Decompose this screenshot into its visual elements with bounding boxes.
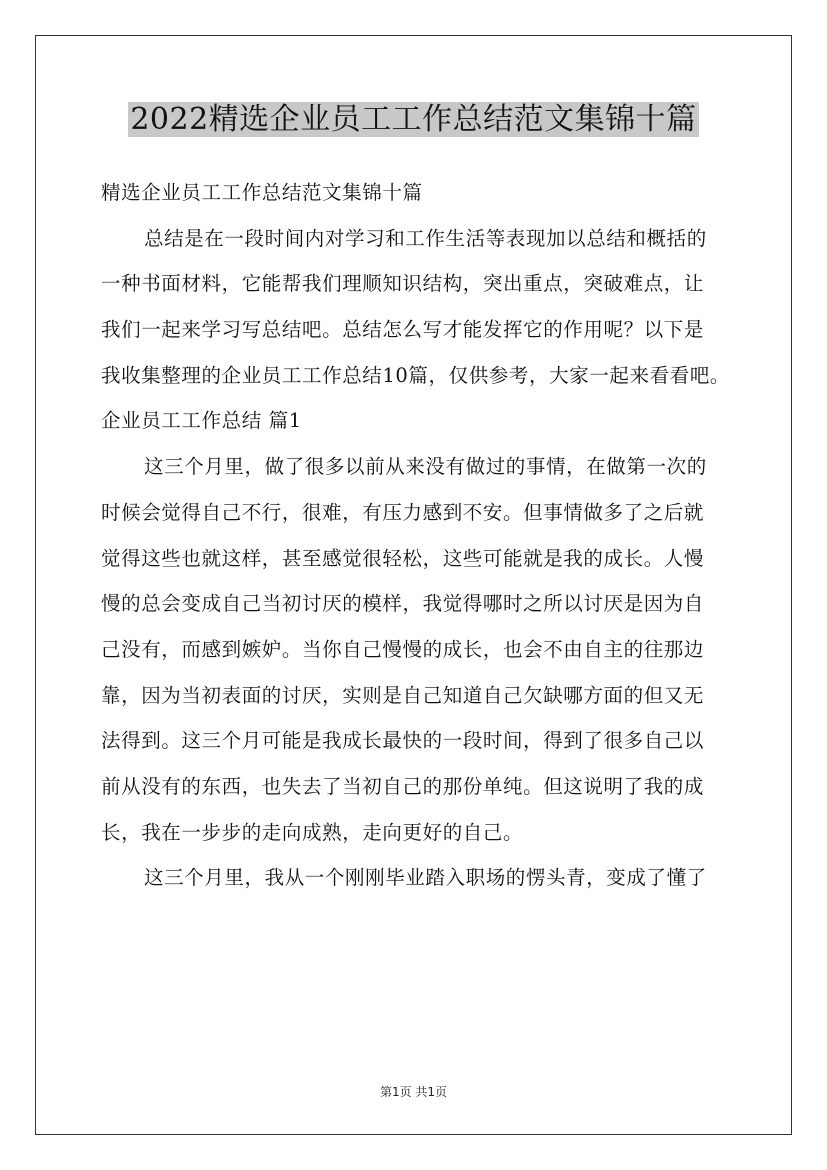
paragraph1-line: 慢的总会变成自己当初讨厌的模样，我觉得哪时之所以讨厌是因为自 (101, 592, 705, 616)
paragraph1-line: 觉得这些也就这样，甚至感觉很轻松，这些可能就是我的成长。人慢 (101, 546, 705, 570)
subtitle: 精选企业员工工作总结范文集锦十篇 (101, 181, 423, 204)
document-title (0, 98, 827, 142)
page-footer: 第1页 共1页 (379, 1085, 448, 1099)
paragraph1-line: 己没有，而感到嫉妒。当你自己慢慢的成长，也会不由自主的往那边 (101, 637, 705, 661)
intro-line: 我收集整理的企业员工工作总结10篇，仅供参考，大家一起来看看吧。 (101, 363, 731, 387)
document-title-text: 2022精选企业员工工作总结范文集锦十篇 (130, 102, 697, 137)
paragraph1-line: 前从没有的东西，也失去了当初自己的那份单纯。但这说明了我的成 (101, 774, 705, 798)
paragraph2-line: 这三个月里，我从一个刚刚毕业踏入职场的愣头青，变成了懂了 (144, 866, 707, 890)
paragraph1-line: 这三个月里，做了很多以前从来没有做过的事情，在做第一次的 (144, 455, 707, 479)
document-body (101, 170, 731, 901)
intro-line: 总结是在一段时间内对学习和工作生活等表现加以总结和概括的 (144, 226, 707, 250)
paragraph1-line: 靠，因为当初表面的讨厌，实则是自己知道自己欠缺哪方面的但又无 (101, 683, 705, 707)
paragraph1-line: 长，我在一步步的走向成熟，走向更好的自己。 (101, 820, 524, 844)
intro-line: 一种书面材料，它能帮我们理顺知识结构，突出重点，突破难点，让 (101, 272, 705, 296)
intro-line: 我们一起来学习写总结吧。总结怎么写才能发挥它的作用呢？以下是 (101, 318, 705, 342)
paragraph1-line: 时候会觉得自己不行，很难，有压力感到不安。但事情做多了之后就 (101, 500, 705, 524)
section-heading: 企业员工工作总结 篇1 (101, 409, 302, 433)
paragraph1-line: 法得到。这三个月可能是我成长最快的一段时间，得到了很多自己以 (101, 729, 705, 753)
